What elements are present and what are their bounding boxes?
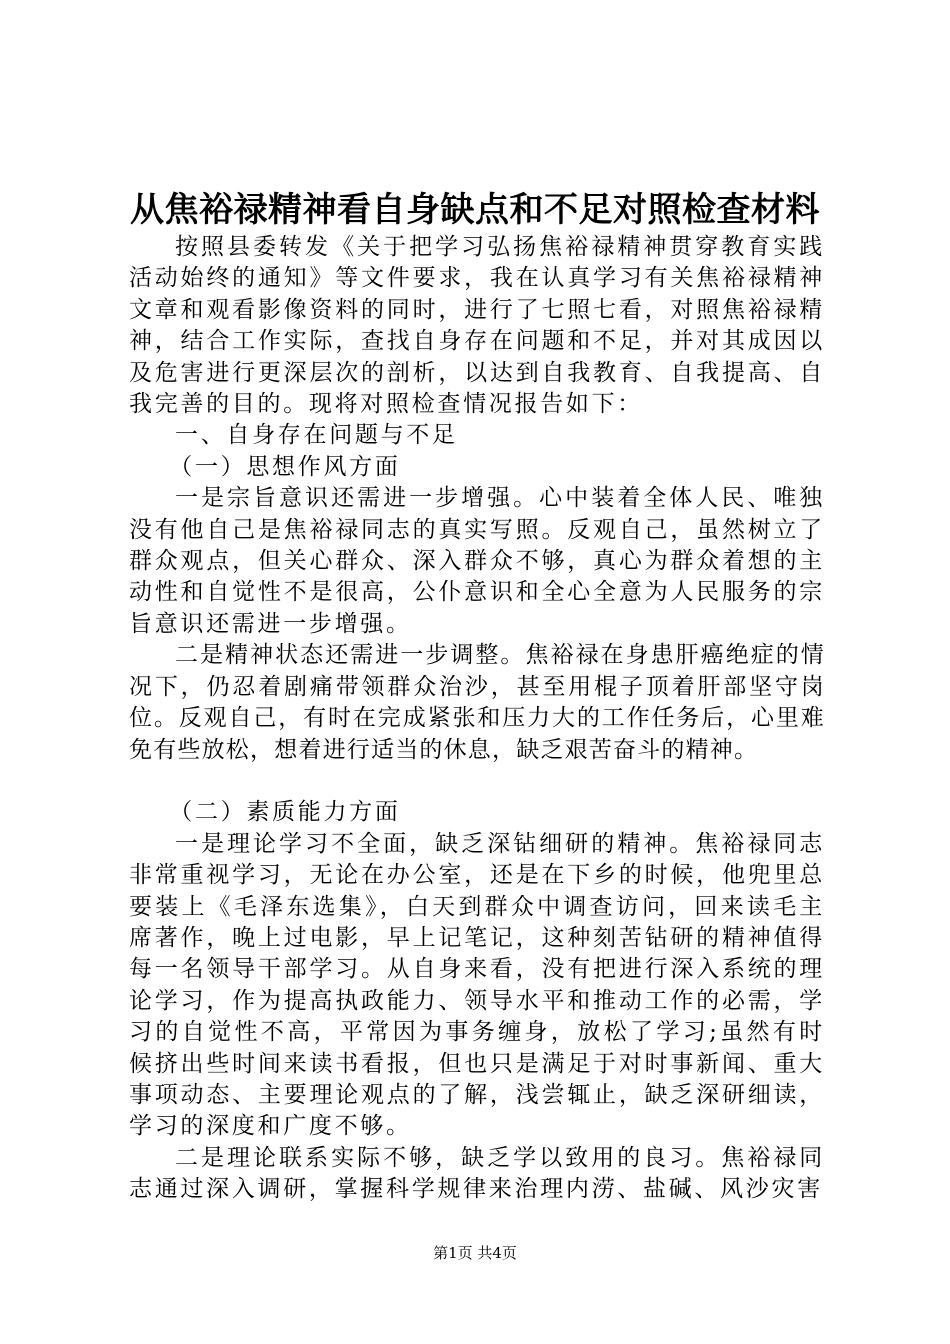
- subsection-heading: （二）素质能力方面: [169, 799, 401, 826]
- body-paragraph: 二是精神状态还需进一步调整。焦裕禄在身患肝癌绝症的情况下，仍忍着剧痛带领群众治沙，甚至用棍子顶着肝部坚守岗位。反观自己，有时在完成紧张和压力大的工作任务后，心里难免有些放松，想着进行适当的休息，缺乏艰苦奋斗的精神。: [129, 642, 825, 763]
- body-paragraph: 二是理论联系实际不够，缺乏学以致用的良习。焦裕禄同志通过深入调研，掌握科学规律来治理内涝、盐碱、风沙灾害: [129, 1144, 825, 1203]
- document-title: 从焦裕禄精神看自身缺点和不足对照检查材料: [130, 190, 820, 230]
- body-paragraph: 一是理论学习不全面，缺乏深钻细研的精神。焦裕禄同志非常重视学习，无论在办公室，还是在下乡的时候，他兜里总要装上《毛泽东选集》，白天到群众中调查访问，回来读毛主席著作，晚上过电影，早上记笔记，这种刻苦钻研的精神值得每一名领导干部学习。从自身来看，没有把进行深入系统的理论学习，作为提高执政能力、领导水平和推动工作的必需，学习的自觉性不高，平常因为事务缠身，放松了学习;虽然有时候挤出些时间来读书看报，但也只是满足于对时事新闻、重大事项动态、主要理论观点的了解，浅尝辄止，缺乏深研细读，学习的深度和广度不够。: [129, 830, 825, 1140]
- section-heading: 一、自身存在问题与不足: [175, 422, 458, 449]
- intro-paragraph: 按照县委转发《关于把学习弘扬焦裕禄精神贯穿教育实践活动始终的通知》等文件要求，我在认真学习有关焦裕禄精神文章和观看影像资料的同时，进行了七照七看，对照焦裕禄精神，结合工作实际，查找自身存在问题和不足，并对其成因以及危害进行更深层次的剖析，以达到自我教育、自我提高、自我完善的目的。现将对照检查情况报告如下：: [129, 234, 825, 418]
- page-number-footer: 第1页 共4页: [433, 1244, 517, 1262]
- subsection-heading: （一）思想作风方面: [169, 453, 401, 480]
- document-body: [129, 232, 825, 1206]
- body-paragraph: 一是宗旨意识还需进一步增强。心中装着全体人民、唯独没有他自己是焦裕禄同志的真实写照。反观自己，虽然树立了群众观点，但关心群众、深入群众不够，真心为群众着想的主动性和自觉性不是很高，公仆意识和全心全意为人民服务的宗旨意识还需进一步增强。: [129, 485, 825, 637]
